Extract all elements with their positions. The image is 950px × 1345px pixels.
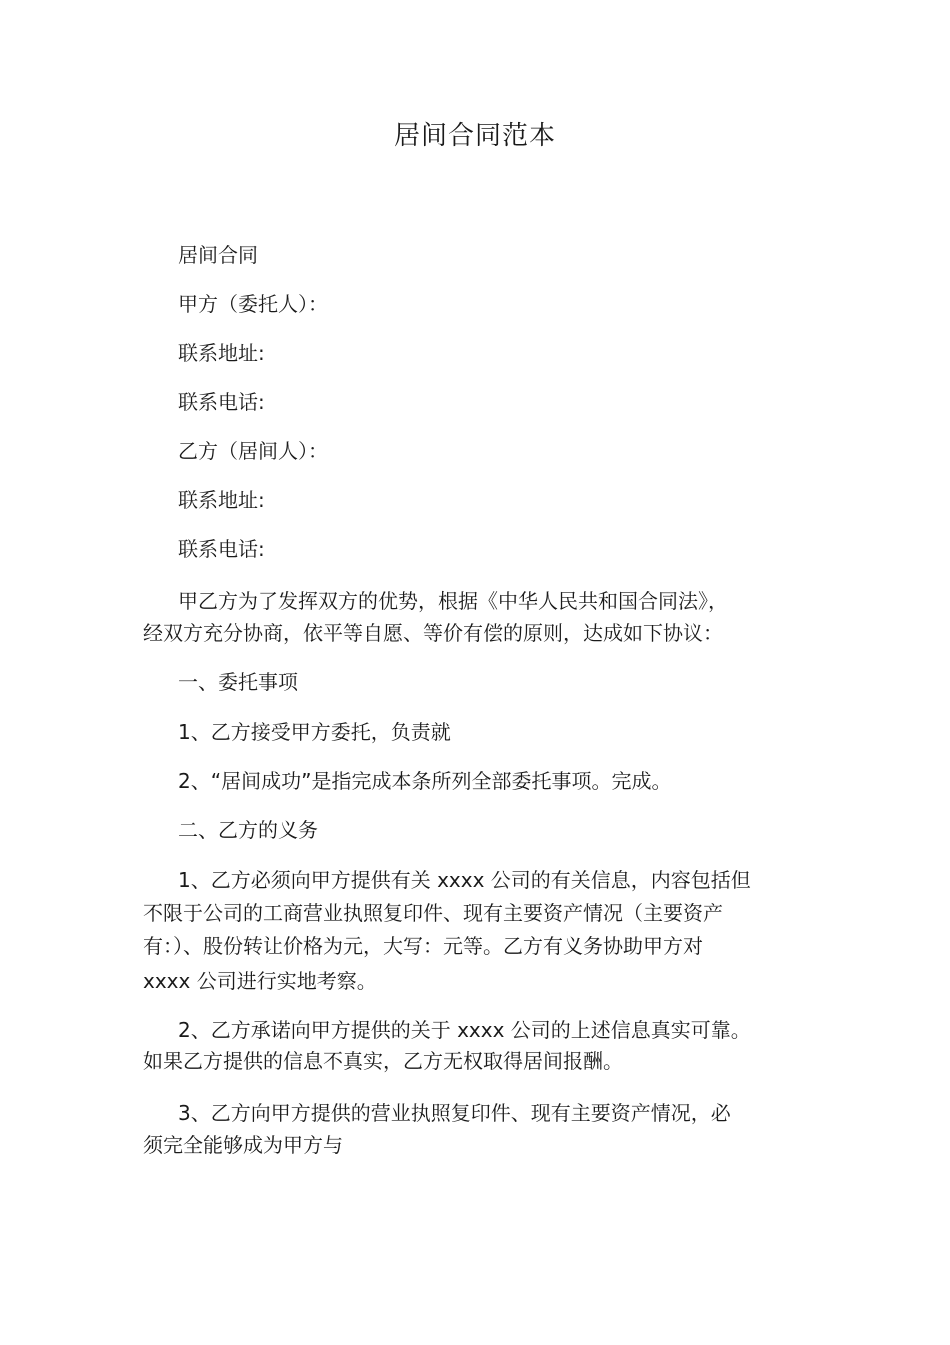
document-title: 居间合同范本	[393, 121, 556, 151]
party-b-label: 乙方（居间人）：	[178, 439, 328, 463]
party-a-address: 联系地址:	[178, 341, 265, 365]
clause-2-1-line-4: xxxx 公司进行实地考察。	[143, 969, 377, 993]
clause-2-1-line-2: 不限于公司的工商营业执照复印件、现有主要资产情况（主要资产	[143, 901, 723, 925]
clause-2-1-line-3: 有：）、股份转让价格为元，大写：元等。乙方有义务协助甲方对	[143, 934, 703, 958]
party-a-label: 甲方（委托人）：	[178, 292, 328, 316]
section-heading-2: 二、乙方的义务	[178, 818, 318, 842]
preamble-line-2: 经双方充分协商，依平等自愿、等价有偿的原则，达成如下协议：	[143, 621, 723, 645]
clause-2-3-line-1: 3、乙方向甲方提供的营业执照复印件、现有主要资产情况，必	[178, 1101, 731, 1125]
preamble-line-1: 甲乙方为了发挥双方的优势，根据《中华人民共和国合同法》，	[178, 589, 728, 613]
clause-2-2-line-1: 2、乙方承诺向甲方提供的关于 xxxx 公司的上述信息真实可靠。	[178, 1018, 751, 1042]
clause-2-3-line-2: 须完全能够成为甲方与	[143, 1133, 343, 1157]
clause-1-2: 2、“居间成功”是指完成本条所列全部委托事项。完成。	[178, 769, 672, 793]
clause-1-1: 1、乙方接受甲方委托，负责就	[178, 720, 451, 744]
party-b-phone: 联系电话:	[178, 537, 265, 561]
clause-2-1-line-1: 1、乙方必须向甲方提供有关 xxxx 公司的有关信息，内容包括但	[178, 868, 751, 892]
party-a-phone: 联系电话:	[178, 390, 265, 414]
section-heading-1: 一、委托事项	[178, 670, 298, 694]
contract-heading: 居间合同	[178, 243, 258, 267]
party-b-address: 联系地址:	[178, 488, 265, 512]
clause-2-2-line-2: 如果乙方提供的信息不真实，乙方无权取得居间报酬。	[143, 1049, 623, 1073]
